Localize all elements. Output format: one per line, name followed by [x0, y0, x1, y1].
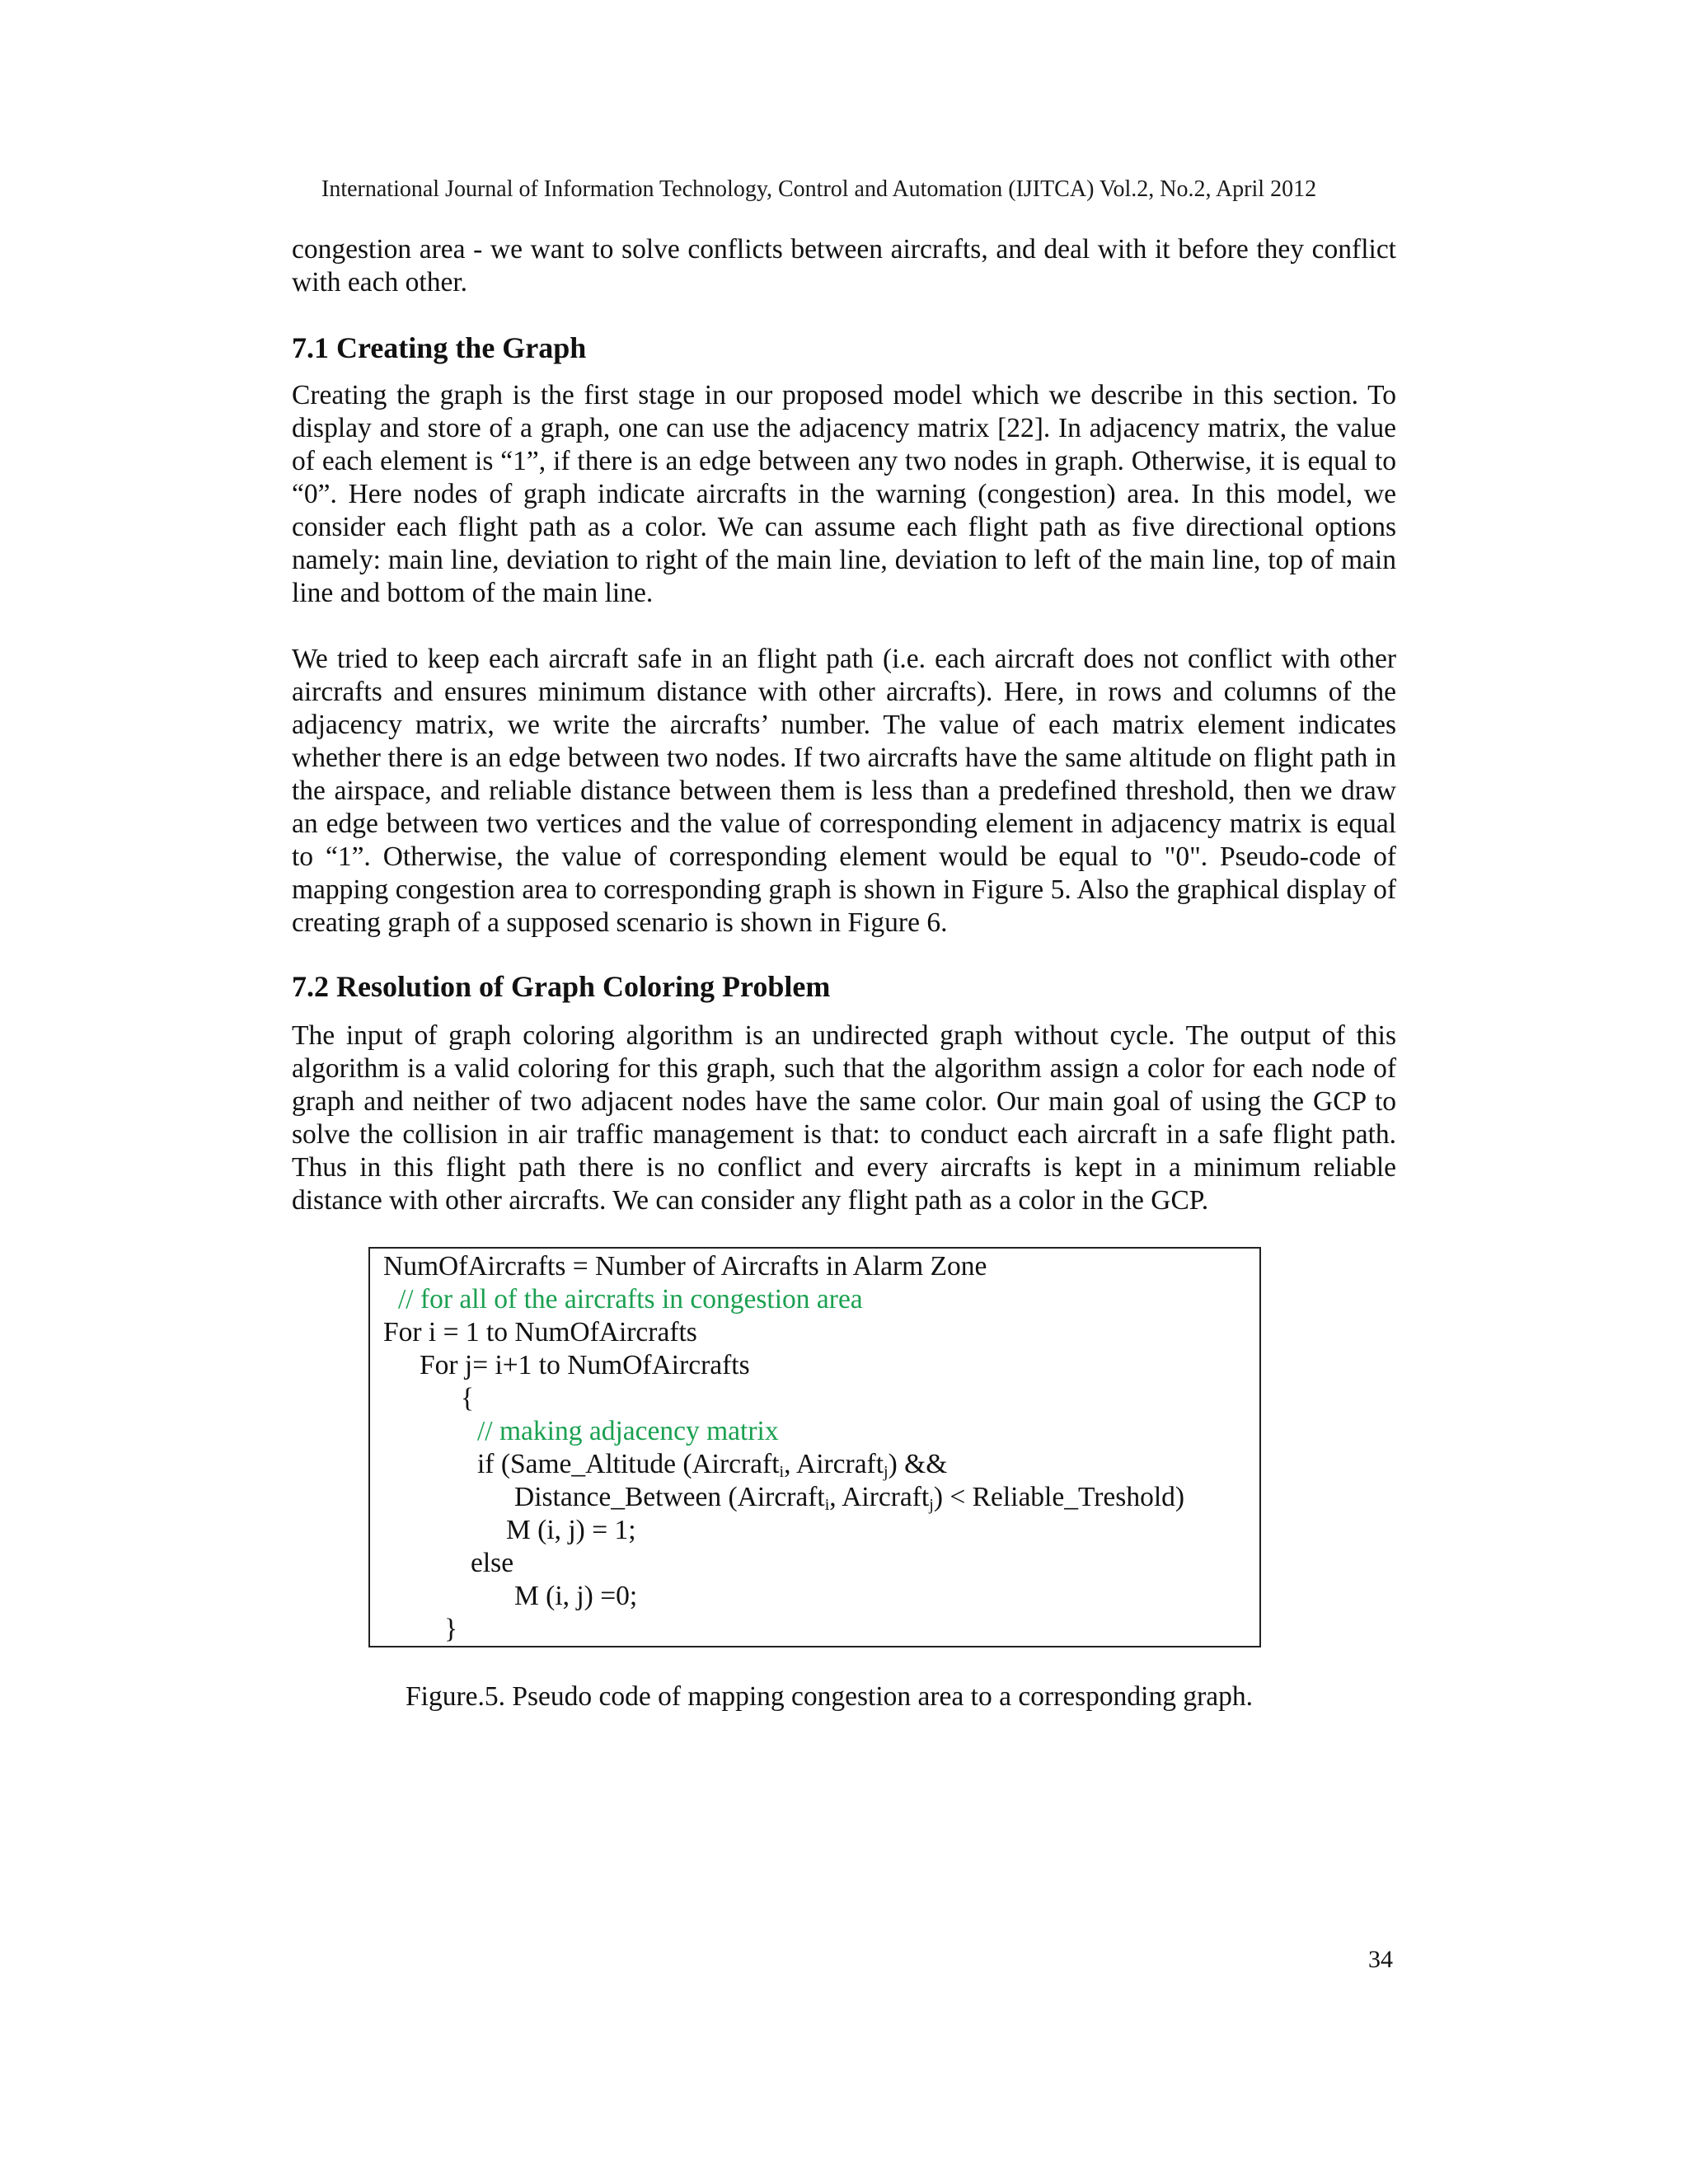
code-open-brace: {: [461, 1383, 475, 1413]
code-line-if-condition: if (Same_Altitude (Aircraft$_i$, Aircraft$_j$) &&: [477, 1449, 948, 1482]
section-heading-7-1: 7.1 Creating the Graph: [292, 331, 587, 364]
intro-paragraph: congestion area - we want to solve conflicts between aircrafts, and deal with it before they conflict with each other.: [292, 234, 1396, 298]
code-close-brace: }: [444, 1614, 458, 1644]
code-comment-adjacency: // making adjacency matrix: [477, 1416, 779, 1446]
section-7-1-paragraph-2: We tried to keep each aircraft safe in an flight path (i.e. each aircraft does not conflict with other aircrafts and ensures minimum distance with other aircrafts). Here, in rows and columns of the adjacency matrix, we write the aircrafts’ number. The value of each matrix element indicates whether there is an edge between two nodes. If two aircrafts have the same altitude on flight path in the airspace, and reliable distance between them is less than a predefined threshold, then we draw an edge between two vertices and the value of corresponding element in adjacency matrix is equal to “1”. Otherwise, the value of corresponding element would be equal to "0". Pseudo-code of mapping congestion area to corresponding graph is shown in Figure 5. Also the graphical display of creating graph of a supposed scenario is shown in Figure 6.: [292, 644, 1396, 938]
section-heading-7-2: 7.2 Resolution of Graph Coloring Problem: [292, 970, 831, 1003]
figure-caption: Figure.5. Pseudo code of mapping congestion area to a corresponding graph.: [406, 1681, 1253, 1712]
code-comment-for-all: // for all of the aircrafts in congestion area: [398, 1284, 863, 1315]
code-line-assign-zero: M (i, j) =0;: [514, 1581, 638, 1611]
section-7-1-paragraph-1: Creating the graph is the first stage in our proposed model which we describe in this section. To display and store of a graph, one can use the adjacency matrix [22]. In adjacency matrix, the value of each element is “1”, if there is an edge between any two nodes in graph. Otherwise, it is equal to “0”. Here nodes of graph indicate aircrafts in the warning (congestion) area. In this model, we consider each flight path as a color. We can assume each flight path as five directional options namely: main line, deviation to right of the main line, deviation to left of the main line, top of main line and bottom of the main line.: [292, 380, 1396, 608]
code-line-inner-loop: For j= i+1 to NumOfAircrafts: [420, 1350, 750, 1380]
code-line-outer-loop: For i = 1 to NumOfAircrafts: [383, 1317, 697, 1347]
code-line-distance-condition: Distance_Between (Aircraft$_i$, Aircraft$_j$) < Reliable_Treshold): [514, 1482, 1185, 1515]
code-line-assign-one: M (i, j) = 1;: [506, 1515, 636, 1545]
pseudo-code-box: [368, 1247, 1261, 1647]
code-line-else: else: [471, 1548, 514, 1578]
page-number: 34: [1368, 1946, 1393, 1973]
code-line-numofaircrafts: NumOfAircrafts = Number of Aircrafts in Alarm Zone: [383, 1251, 987, 1282]
journal-header: International Journal of Information Technology, Control and Automation (IJITCA) Vol.2, No.2, April 2012: [321, 176, 1317, 202]
section-7-2-paragraph-1: The input of graph coloring algorithm is an undirected graph without cycle. The output of this algorithm is a valid coloring for this graph, such that the algorithm assign a color for each node of graph and neither of two adjacent nodes have the same color. Our main goal of using the GCP to solve the collision in air traffic management is that: to conduct each aircraft in a safe flight path. Thus in this flight path there is no conflict and every aircrafts is kept in a minimum reliable distance with other aircrafts. We can consider any flight path as a color in the GCP.: [292, 1020, 1396, 1216]
